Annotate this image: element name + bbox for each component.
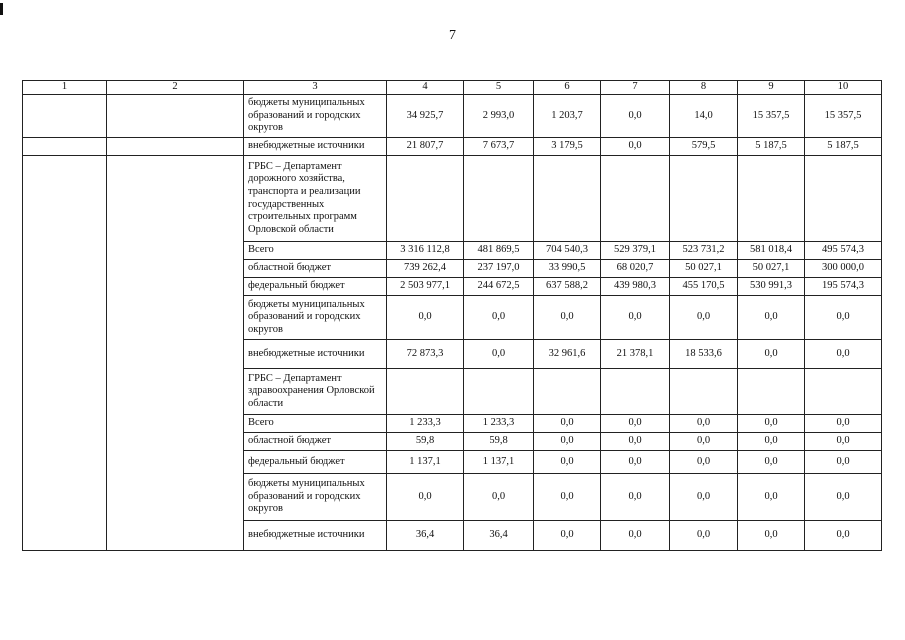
value-cell: 59,8 xyxy=(387,433,464,451)
value-cell: 50 027,1 xyxy=(670,260,738,278)
value-cell: 3 179,5 xyxy=(534,138,601,156)
row-label: бюджеты муниципальных образований и городских округов xyxy=(244,95,387,138)
value-cell: 579,5 xyxy=(670,138,738,156)
value-cell: 481 869,5 xyxy=(464,242,534,260)
value-cell: 0,0 xyxy=(805,415,882,433)
value-cell: 0,0 xyxy=(464,474,534,521)
header-cell: 9 xyxy=(738,81,805,95)
value-cell: 1 137,1 xyxy=(387,451,464,474)
value-cell: 0,0 xyxy=(601,474,670,521)
header-row xyxy=(23,81,882,95)
value-cell: 0,0 xyxy=(670,415,738,433)
value-cell: 59,8 xyxy=(464,433,534,451)
value-cell: 0,0 xyxy=(387,474,464,521)
value-cell: 21 378,1 xyxy=(601,340,670,369)
row-label: Всего xyxy=(244,242,387,260)
row-label: федеральный бюджет xyxy=(244,451,387,474)
value-cell: 0,0 xyxy=(805,296,882,340)
value-cell xyxy=(805,369,882,415)
table-row xyxy=(23,95,882,138)
value-cell: 0,0 xyxy=(534,474,601,521)
value-cell: 72 873,3 xyxy=(387,340,464,369)
value-cell: 704 540,3 xyxy=(534,242,601,260)
value-cell: 1 233,3 xyxy=(387,415,464,433)
value-cell: 739 262,4 xyxy=(387,260,464,278)
value-cell: 33 990,5 xyxy=(534,260,601,278)
row-label: бюджеты муниципальных образований и городских округов xyxy=(244,474,387,521)
value-cell: 0,0 xyxy=(738,296,805,340)
column-2-cell xyxy=(107,95,244,138)
value-cell: 36,4 xyxy=(387,521,464,551)
value-cell: 0,0 xyxy=(601,521,670,551)
value-cell: 0,0 xyxy=(805,521,882,551)
value-cell: 0,0 xyxy=(670,451,738,474)
value-cell: 530 991,3 xyxy=(738,278,805,296)
value-cell: 300 000,0 xyxy=(805,260,882,278)
value-cell: 523 731,2 xyxy=(670,242,738,260)
value-cell: 3 316 112,8 xyxy=(387,242,464,260)
value-cell: 0,0 xyxy=(534,415,601,433)
value-cell xyxy=(805,156,882,242)
header-cell: 2 xyxy=(107,81,244,95)
value-cell: 5 187,5 xyxy=(805,138,882,156)
value-cell: 0,0 xyxy=(534,521,601,551)
scan-corner-mark xyxy=(0,3,3,15)
value-cell: 0,0 xyxy=(738,433,805,451)
row-label: федеральный бюджет xyxy=(244,278,387,296)
value-cell: 455 170,5 xyxy=(670,278,738,296)
value-cell: 581 018,4 xyxy=(738,242,805,260)
header-cell: 8 xyxy=(670,81,738,95)
value-cell xyxy=(670,156,738,242)
value-cell: 0,0 xyxy=(601,433,670,451)
row-label: внебюджетные источники xyxy=(244,521,387,551)
row-label: областной бюджет xyxy=(244,260,387,278)
department-label: ГРБС – Департамент здравоохранения Орловской области xyxy=(244,369,387,415)
row-label: областной бюджет xyxy=(244,433,387,451)
value-cell: 5 187,5 xyxy=(738,138,805,156)
department-label: ГРБС – Департамент дорожного хозяйства, транспорта и реализации государственных строительных программ Орловской области xyxy=(244,156,387,242)
column-2-cell xyxy=(107,156,244,551)
value-cell: 2 503 977,1 xyxy=(387,278,464,296)
column-1-cell xyxy=(23,138,107,156)
value-cell: 0,0 xyxy=(464,340,534,369)
value-cell: 0,0 xyxy=(601,296,670,340)
value-cell: 244 672,5 xyxy=(464,278,534,296)
value-cell: 14,0 xyxy=(670,95,738,138)
header-cell: 4 xyxy=(387,81,464,95)
value-cell: 237 197,0 xyxy=(464,260,534,278)
value-cell: 0,0 xyxy=(670,433,738,451)
value-cell: 0,0 xyxy=(670,474,738,521)
value-cell: 21 807,7 xyxy=(387,138,464,156)
value-cell: 529 379,1 xyxy=(601,242,670,260)
header-cell: 7 xyxy=(601,81,670,95)
value-cell: 32 961,6 xyxy=(534,340,601,369)
value-cell: 7 673,7 xyxy=(464,138,534,156)
header-cell: 5 xyxy=(464,81,534,95)
value-cell: 0,0 xyxy=(738,474,805,521)
value-cell xyxy=(534,156,601,242)
row-label: внебюджетные источники xyxy=(244,340,387,369)
row-label: бюджеты муниципальных образований и городских округов xyxy=(244,296,387,340)
value-cell: 1 137,1 xyxy=(464,451,534,474)
value-cell: 0,0 xyxy=(601,95,670,138)
value-cell xyxy=(534,369,601,415)
value-cell: 18 533,6 xyxy=(670,340,738,369)
value-cell: 68 020,7 xyxy=(601,260,670,278)
column-2-cell xyxy=(107,138,244,156)
value-cell: 15 357,5 xyxy=(738,95,805,138)
header-cell: 3 xyxy=(244,81,387,95)
table-row xyxy=(23,138,882,156)
column-1-cell xyxy=(23,156,107,551)
header-cell: 10 xyxy=(805,81,882,95)
value-cell: 50 027,1 xyxy=(738,260,805,278)
value-cell: 0,0 xyxy=(387,296,464,340)
value-cell xyxy=(464,156,534,242)
value-cell: 0,0 xyxy=(601,415,670,433)
value-cell: 0,0 xyxy=(534,451,601,474)
value-cell xyxy=(387,369,464,415)
header-cell: 1 xyxy=(23,81,107,95)
row-label: внебюджетные источники xyxy=(244,138,387,156)
value-cell xyxy=(738,369,805,415)
value-cell xyxy=(387,156,464,242)
value-cell: 0,0 xyxy=(805,474,882,521)
value-cell: 1 203,7 xyxy=(534,95,601,138)
value-cell: 36,4 xyxy=(464,521,534,551)
value-cell: 195 574,3 xyxy=(805,278,882,296)
column-1-cell xyxy=(23,95,107,138)
value-cell: 0,0 xyxy=(738,451,805,474)
value-cell: 0,0 xyxy=(534,433,601,451)
page-number: 7 xyxy=(449,28,456,43)
value-cell xyxy=(738,156,805,242)
value-cell: 0,0 xyxy=(670,296,738,340)
value-cell: 0,0 xyxy=(805,451,882,474)
value-cell: 0,0 xyxy=(464,296,534,340)
row-label: Всего xyxy=(244,415,387,433)
value-cell: 0,0 xyxy=(534,296,601,340)
table-row xyxy=(23,156,882,242)
value-cell: 15 357,5 xyxy=(805,95,882,138)
value-cell: 0,0 xyxy=(805,340,882,369)
value-cell: 0,0 xyxy=(601,451,670,474)
value-cell: 0,0 xyxy=(670,521,738,551)
value-cell: 1 233,3 xyxy=(464,415,534,433)
value-cell: 2 993,0 xyxy=(464,95,534,138)
value-cell: 0,0 xyxy=(738,521,805,551)
value-cell: 0,0 xyxy=(738,340,805,369)
value-cell: 495 574,3 xyxy=(805,242,882,260)
value-cell: 0,0 xyxy=(601,138,670,156)
value-cell: 0,0 xyxy=(805,433,882,451)
value-cell: 0,0 xyxy=(738,415,805,433)
value-cell: 34 925,7 xyxy=(387,95,464,138)
value-cell xyxy=(601,369,670,415)
header-cell: 6 xyxy=(534,81,601,95)
value-cell xyxy=(601,156,670,242)
value-cell xyxy=(670,369,738,415)
value-cell xyxy=(464,369,534,415)
budget-table xyxy=(22,80,882,551)
value-cell: 637 588,2 xyxy=(534,278,601,296)
value-cell: 439 980,3 xyxy=(601,278,670,296)
